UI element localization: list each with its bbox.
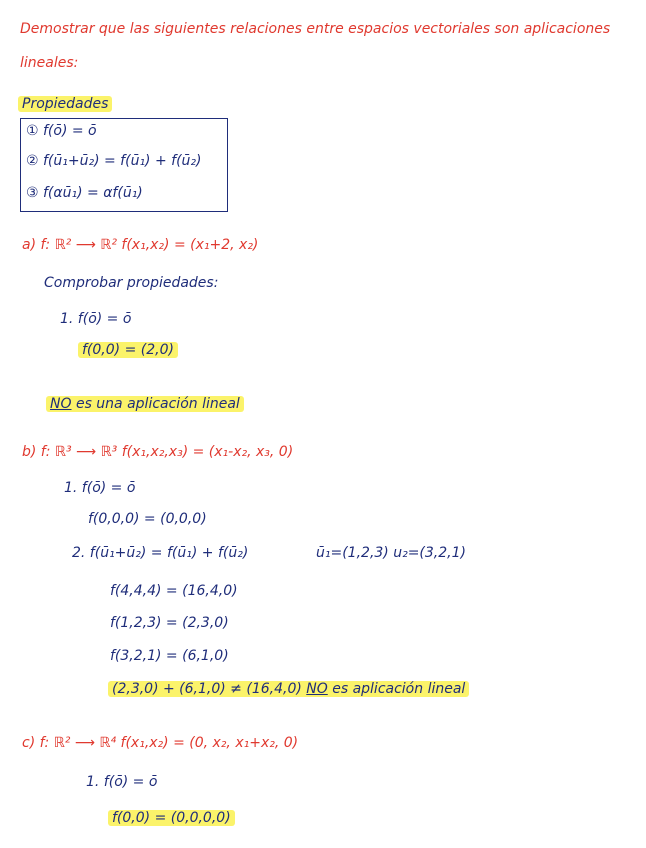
part-b-final-text: es aplicación lineal <box>332 681 466 697</box>
property-3: ③ f(αū₁) = αf(ū₁) <box>26 185 143 201</box>
part-b-no: NO <box>306 681 328 697</box>
part-b-heading: b) f: ℝ³ ⟶ ℝ³ f(x₁,x₂,x₃) = (x₁-x₂, x₃, 0) <box>22 444 294 460</box>
part-a-conclusion <box>46 396 244 412</box>
part-c-step-1: 1. f(ō) = ō <box>86 774 158 790</box>
part-a-check: Comprobar propiedades: <box>44 275 219 291</box>
part-b-calc-1: f(0,0,0) = (0,0,0) <box>88 511 207 527</box>
part-b-calc-4: f(3,2,1) = (6,1,0) <box>110 648 229 664</box>
part-a-conclusion-text: es una aplicación lineal <box>75 396 240 412</box>
part-b-step-1: 1. f(ō) = ō <box>64 480 136 496</box>
part-a-step-1: 1. f(ō) = ō <box>60 311 132 327</box>
part-a-calc-1: f(0,0) = (2,0) <box>78 342 178 358</box>
part-b-calc-3: f(1,2,3) = (2,3,0) <box>110 615 229 631</box>
statement-line-1: Demostrar que las siguientes relaciones entre espacios vectoriales son aplicaciones <box>20 21 611 37</box>
property-1: ① f(ō) = ō <box>26 123 97 139</box>
part-b-final <box>108 681 469 697</box>
part-c-heading: c) f: ℝ² ⟶ ℝ⁴ f(x₁,x₂) = (0, x₂, x₁+x₂, 0) <box>22 735 299 751</box>
properties-title: Propiedades <box>18 96 112 112</box>
part-b-vectors: ū₁=(1,2,3) u₂=(3,2,1) <box>316 545 466 561</box>
statement-line-2: lineales: <box>20 55 79 71</box>
part-b-final-sum: (2,3,0) + (6,1,0) ≠ (16,4,0) <box>112 681 302 697</box>
property-2: ② f(ū₁+ū₂) = f(ū₁) + f(ū₂) <box>26 153 202 169</box>
part-b-step-2: 2. f(ū₁+ū₂) = f(ū₁) + f(ū₂) <box>72 545 249 561</box>
part-a-heading: a) f: ℝ² ⟶ ℝ² f(x₁,x₂) = (x₁+2, x₂) <box>22 237 259 253</box>
part-a-no: NO <box>50 396 72 412</box>
part-b-calc-2: f(4,4,4) = (16,4,0) <box>110 583 238 599</box>
part-c-calc-1: f(0,0) = (0,0,0,0) <box>108 810 235 826</box>
